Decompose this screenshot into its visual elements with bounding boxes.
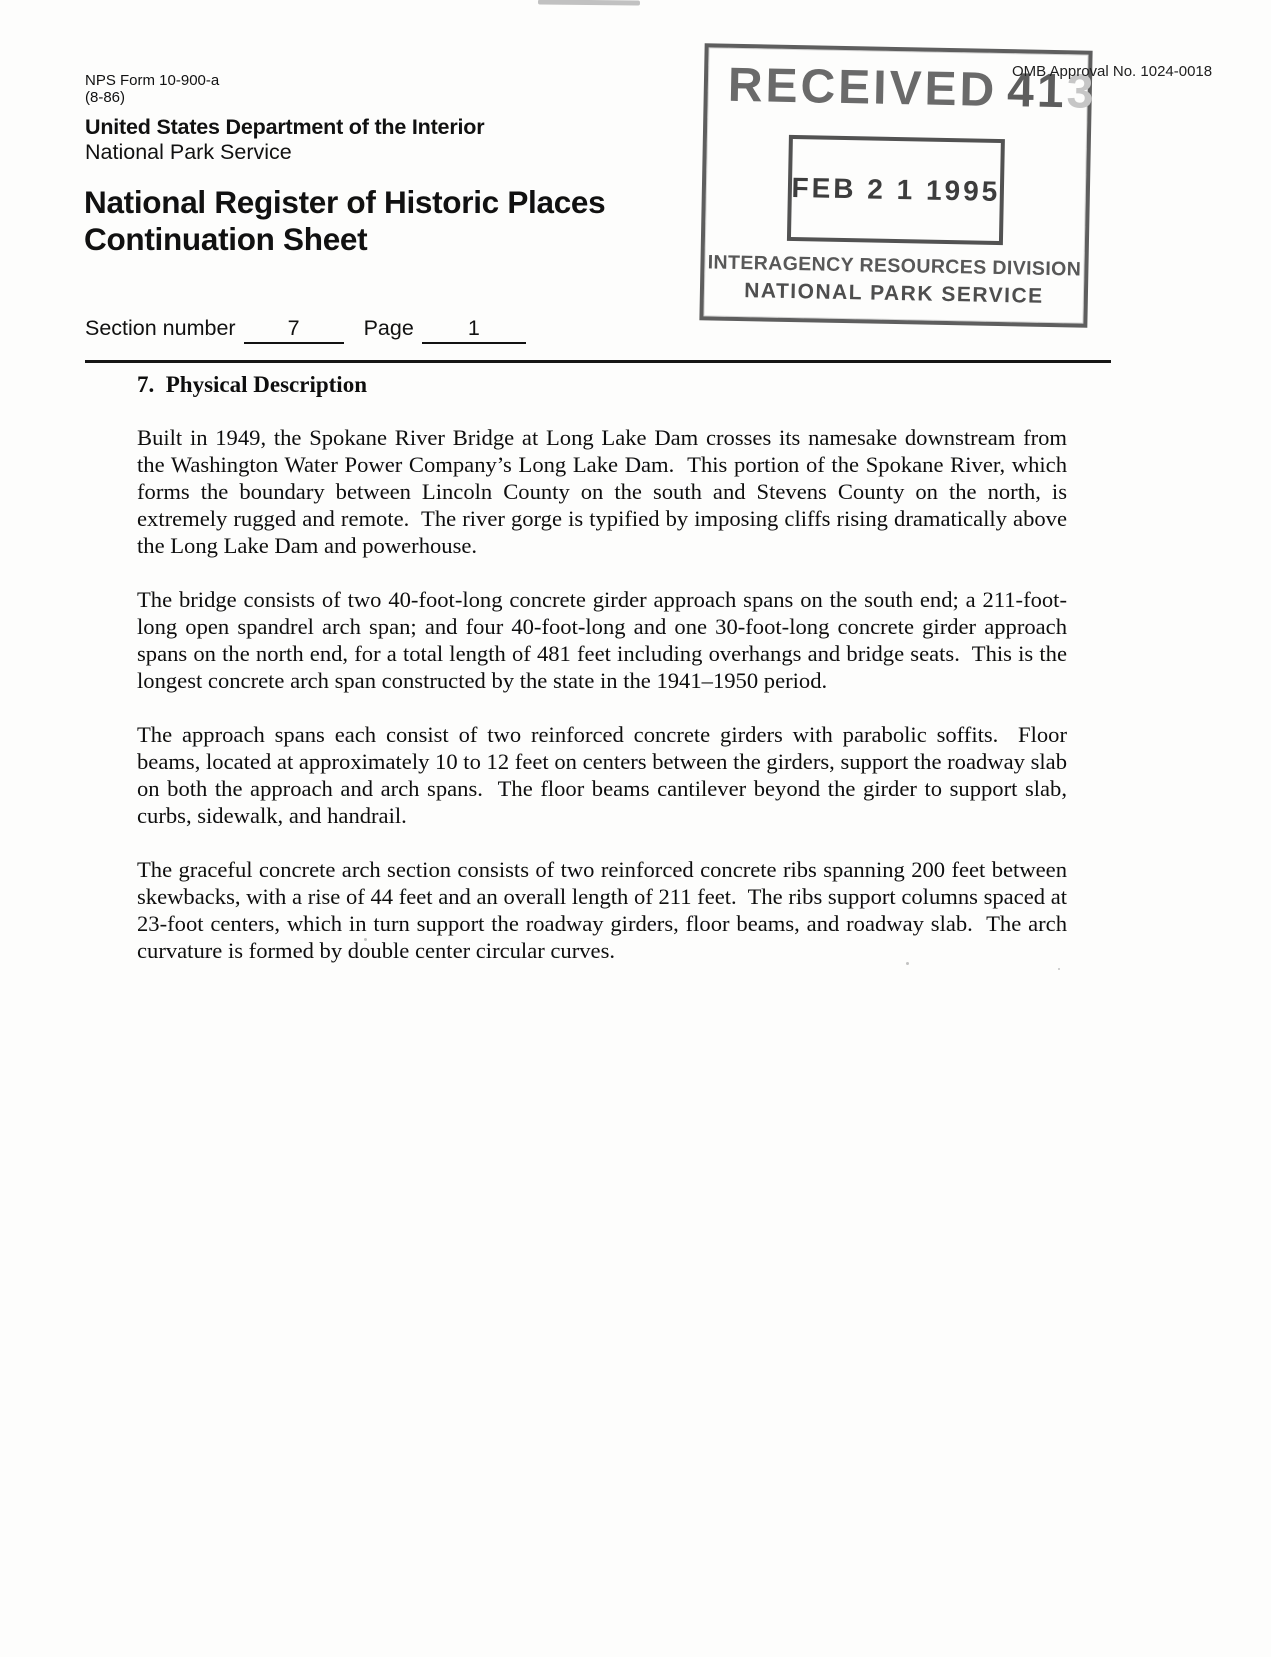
agency-name: National Park Service: [85, 140, 292, 164]
page-label: Page: [363, 316, 414, 340]
body-paragraph: The approach spans each consist of two reinforced concrete girders with parabolic soffits. Floor beams, located at approximately 10 to 12 feet on centers between the girders, support the roadway slab on both the approach and arch spans. The floor beams cantilever beyond the girder to support slab, curbs, sidewalk, and handrail.: [137, 722, 1073, 828]
stamp-date-box: [787, 135, 1005, 245]
header-divider-rule: [85, 360, 1111, 363]
department-name: United States Department of the Interior: [85, 115, 485, 139]
body-paragraph: The bridge consists of two 40-foot-long concrete girder approach spans on the south end; a 211-foot-long open spandrel arch span; and four 40-foot-long and one 30-foot-long concrete girder approach spans on the north end, for a total length of 481 feet including overhangs and bridge seats. This is the longest concrete arch span constructed by the state in the 1941–1950 period.: [137, 587, 1073, 693]
section-heading: 7. Physical Description: [137, 372, 367, 397]
section-number-value: 7: [244, 316, 344, 344]
section-page-row: [85, 316, 526, 344]
received-number-faint: 3: [1066, 65, 1097, 119]
stamp-division-line2: NATIONAL PARK SERVICE: [743, 279, 1044, 308]
body-paragraph: The graceful concrete arch section consists of two reinforced concrete ribs spanning 200 feet between skewbacks, with a rise of 44 feet and an overall length of 211 feet. The ribs support columns spaced at 23-foot centers, which in turn support the roadway girders, floor beams, and roadway slab. The arch curvature is formed by double center circular curves.: [137, 857, 1073, 963]
document-body: [137, 366, 1073, 991]
form-number: NPS Form 10-900-a: [85, 72, 220, 89]
stamp-date: FEB 2 1 1995: [791, 171, 1001, 208]
page-number-value: 1: [422, 316, 526, 344]
stamp-division-line1: INTERAGENCY RESOURCES DIVISION: [707, 251, 1082, 281]
form-revision: (8-86): [85, 89, 126, 106]
received-stamp: [699, 43, 1097, 327]
received-label: RECEIVED: [727, 58, 998, 117]
omb-approval-number: OMB Approval No. 1024-0018: [1012, 63, 1213, 80]
body-paragraph: Built in 1949, the Spokane River Bridge at Long Lake Dam crosses its namesake downstream from the Washington Water Power Company’s Long Lake Dam. This portion of the Spokane River, which forms the boundary between Lincoln County on the south and Stevens County on the north, is extremely rugged and remote. The river gorge is typified by imposing cliffs rising dramatically above the Long Lake Dam and powerhouse.: [137, 425, 1073, 558]
document-title-line2: Continuation Sheet: [84, 221, 368, 257]
document-title-line1: National Register of Historic Places: [84, 184, 606, 220]
section-number-label: Section number: [85, 316, 236, 340]
scan-smudge: [538, 0, 640, 6]
received-number: 41: [1006, 64, 1068, 119]
